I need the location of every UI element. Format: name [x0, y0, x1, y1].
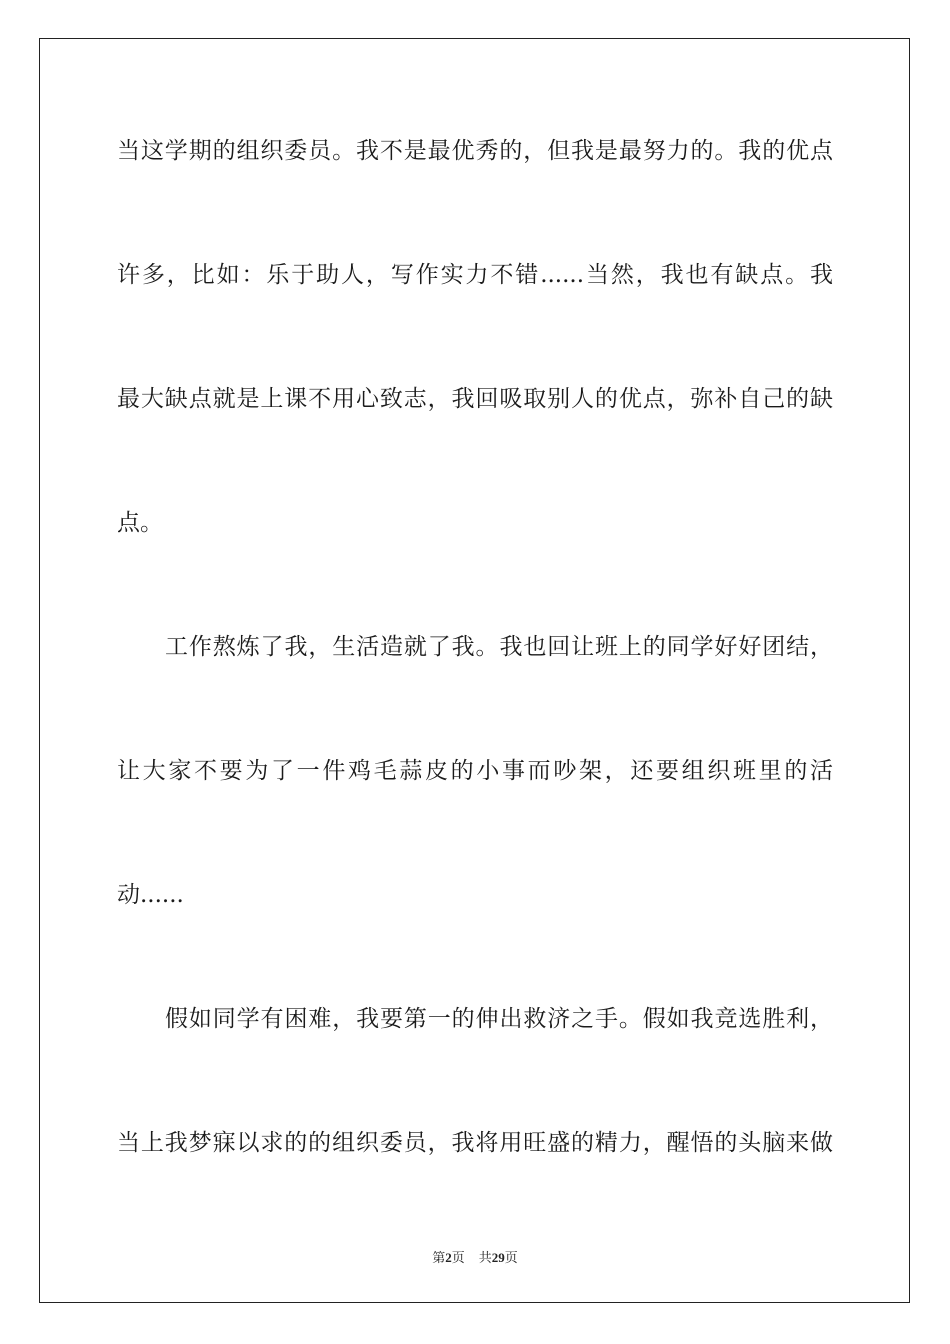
footer-total-pages: 29: [491, 1250, 505, 1265]
footer-page-suffix: 页: [451, 1250, 465, 1265]
page-border: [39, 38, 910, 1303]
text-line-5: 工作熬炼了我，生活造就了我。我也回让班上的同学好好团结，: [165, 634, 833, 660]
text-line-8: 假如同学有困难，我要第一的伸出救济之手。假如我竞选胜利，: [165, 1006, 833, 1032]
text-line-2: 许多，比如：乐于助人，写作实力不错......当然，我也有缺点。我: [117, 262, 833, 288]
page-footer: [0, 1247, 950, 1266]
footer-total-suffix: 页: [504, 1250, 518, 1265]
footer-page-number: 2: [445, 1250, 452, 1265]
text-line-7: 动......: [117, 882, 184, 908]
text-line-6: 让大家不要为了一件鸡毛蒜皮的小事而吵架，还要组织班里的活: [117, 758, 833, 784]
text-line-9: 当上我梦寐以求的的组织委员，我将用旺盛的精力，醒悟的头脑来做: [117, 1130, 833, 1156]
text-line-4: 点。: [117, 510, 163, 536]
footer-total-prefix: 共: [478, 1250, 492, 1265]
footer-page-prefix: 第: [432, 1250, 446, 1265]
text-line-3: 最大缺点就是上课不用心致志，我回吸取别人的优点，弥补自己的缺: [117, 386, 833, 412]
text-line-1: 当这学期的组织委员。我不是最优秀的，但我是最努力的。我的优点: [117, 138, 833, 164]
